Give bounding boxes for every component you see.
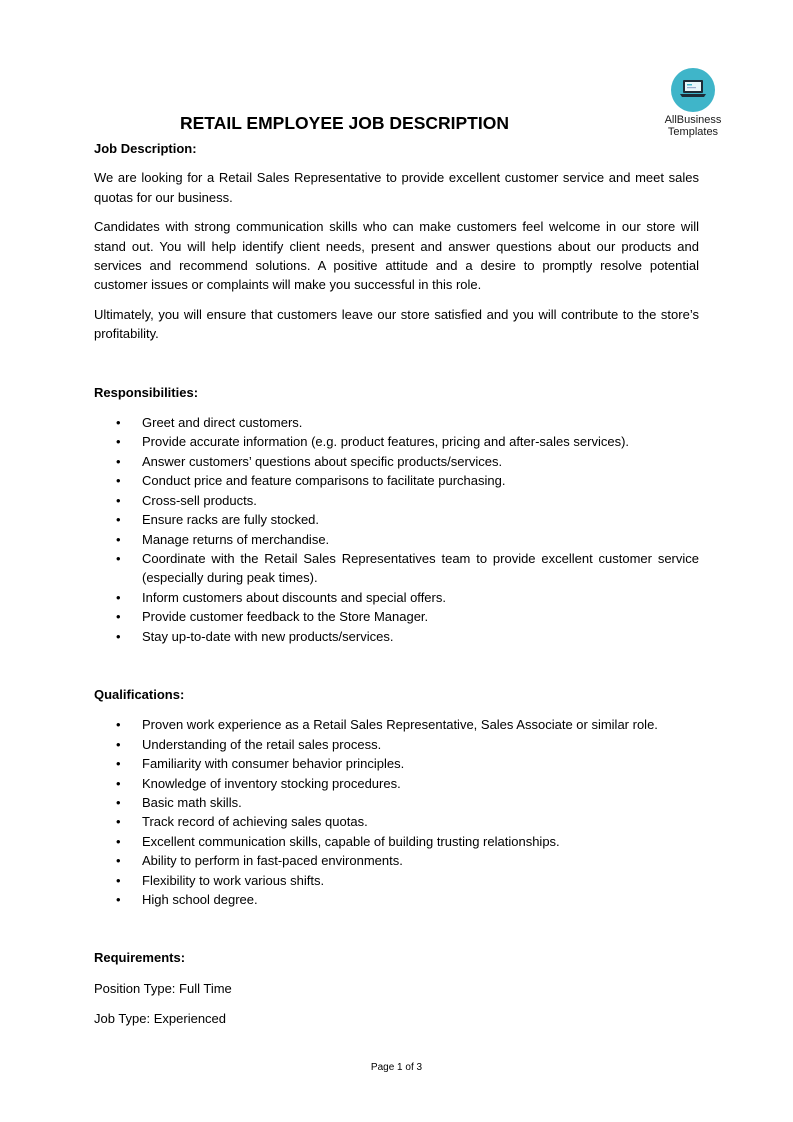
list-item [94, 627, 699, 646]
list-item [94, 588, 699, 607]
bullet-icon: • [116, 531, 121, 547]
job-description-paragraph: We are looking for a Retail Sales Representative to provide excellent customer service and meet sales quotas for our business. [94, 170, 699, 205]
list-item [94, 471, 699, 490]
qualifications-list [94, 715, 699, 909]
responsibilities-section [94, 383, 699, 646]
list-item-text: High school degree. [142, 892, 258, 907]
bullet-icon: • [116, 736, 121, 752]
list-item [94, 715, 699, 734]
list-item-text: Basic math skills. [142, 794, 242, 810]
qualifications-section [94, 685, 699, 909]
list-item-text: Knowledge of inventory stocking procedures. [142, 775, 401, 791]
bullet-icon: • [116, 492, 121, 508]
bullet-icon: • [116, 609, 121, 625]
job-description-paragraph: Ultimately, you will ensure that customers leave our store satisfied and you will contribute to the store’s profitability. [94, 306, 699, 342]
page-number-footer: Page 1 of 3 [370, 1062, 423, 1073]
list-item-text: Understanding of the retail sales process. [142, 736, 382, 752]
list-item [94, 832, 699, 851]
bullet-icon: • [116, 453, 121, 469]
list-item-text: Familiarity with consumer behavior principles. [142, 756, 405, 772]
bullet-icon: • [116, 794, 121, 810]
bullet-icon: • [116, 473, 121, 489]
bullet-icon: • [116, 434, 121, 450]
list-item [94, 754, 699, 773]
list-item-text: Provide accurate information (e.g. product features, pricing and after-sales services). [142, 434, 630, 450]
list-item [94, 432, 699, 451]
list-item [94, 812, 699, 831]
list-item-text: Answer customers’ questions about specific products/services. [142, 453, 503, 469]
document-title: RETAIL EMPLOYEE JOB DESCRIPTION [180, 113, 509, 133]
list-item-text: Manage returns of merchandise. [142, 531, 330, 547]
bullet-icon: • [116, 415, 121, 431]
list-item-text: Inform customers about discounts and special offers. [142, 589, 446, 605]
bullet-icon: • [116, 872, 121, 888]
list-item [94, 491, 699, 510]
document-body [94, 139, 699, 1029]
job-type: Job Type: Experienced [94, 1011, 227, 1027]
list-item-text: Greet and direct customers. [142, 415, 303, 431]
list-item-text: Proven work experience as a Retail Sales Representative, Sales Associate or similar role. [142, 717, 658, 733]
list-item [94, 549, 699, 588]
list-item [94, 774, 699, 793]
list-item-text: Coordinate with the Retail Sales Representatives team to provide excellent customer service (especially during peak times). [142, 550, 699, 586]
section-heading: Qualifications: [94, 686, 185, 702]
bullet-icon: • [116, 853, 121, 869]
list-item [94, 452, 699, 471]
list-item-text: Cross-sell products. [142, 492, 257, 508]
job-description-paragraph: Candidates with strong communication skills who can make customers feel welcome in our store will stand out. You will help identify client needs, present and answer questions about our products and services and recommend solutions. A positive attitude and a desire to promptly resolve potential customer issues or complaints will make you successful in this role. [94, 219, 699, 293]
list-item-text: Ability to perform in fast-paced environments. [142, 853, 403, 869]
list-item-text: Flexibility to work various shifts. [142, 872, 325, 888]
laptop-icon [671, 68, 715, 112]
list-item-text: Conduct price and feature comparisons to facilitate purchasing. [142, 473, 506, 489]
list-item-text: Ensure racks are fully stocked. [142, 512, 320, 528]
bullet-icon: • [116, 814, 121, 830]
list-item [94, 607, 699, 626]
list-item-text: Stay up-to-date with new products/services. [142, 628, 394, 644]
logo-text-line2: Templates [667, 126, 719, 138]
list-item [94, 851, 699, 870]
job-description-section [94, 139, 699, 344]
section-heading: Job Description: [94, 141, 197, 156]
list-item-text: Track record of achieving sales quotas. [142, 814, 368, 830]
bullet-icon: • [116, 833, 121, 849]
list-item [94, 793, 699, 812]
bullet-icon: • [116, 628, 121, 644]
bullet-icon: • [116, 892, 121, 907]
bullet-icon: • [116, 717, 121, 733]
responsibilities-list [94, 413, 699, 646]
bullet-icon: • [116, 756, 121, 772]
list-item-text: Provide customer feedback to the Store Manager. [142, 609, 429, 625]
section-heading: Responsibilities: [94, 384, 199, 400]
bullet-icon: • [116, 775, 121, 791]
list-item [94, 871, 699, 890]
list-item [94, 530, 699, 549]
list-item [94, 890, 699, 909]
logo-text-line1: AllBusiness [664, 114, 722, 126]
bullet-icon: • [116, 550, 121, 566]
bullet-icon: • [116, 512, 121, 528]
bullet-icon: • [116, 589, 121, 605]
list-item-text: Excellent communication skills, capable of building trusting relationships. [142, 833, 560, 849]
list-item [94, 735, 699, 754]
list-item [94, 510, 699, 529]
list-item [94, 413, 699, 432]
requirements-section [94, 948, 699, 1028]
section-heading: Requirements: [94, 950, 186, 966]
position-type: Position Type: Full Time [94, 980, 232, 996]
